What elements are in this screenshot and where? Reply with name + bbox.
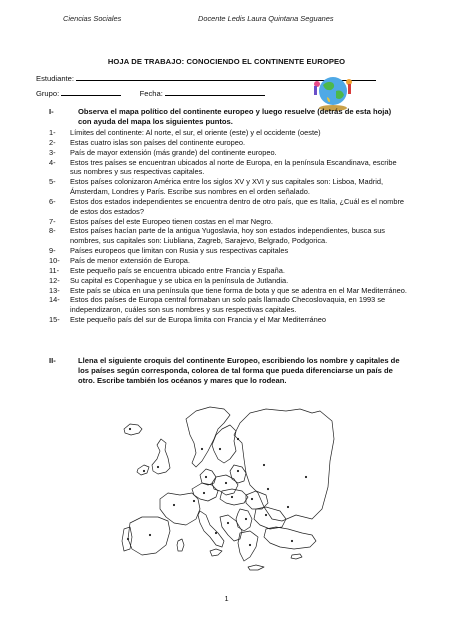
item-text: Países europeos que limitan con Rusia y sus respectivas capitales	[70, 246, 289, 256]
item-text: País de menor extensión de Europa.	[70, 255, 190, 265]
europe-outline-map	[116, 405, 342, 579]
item-text: Estas cuatro islas son países del continente europeo.	[70, 137, 246, 147]
date-blank	[165, 88, 265, 96]
item-text: País de mayor extensión (más grande) del continente europeo.	[70, 147, 277, 157]
item-text: Estos dos estados independientes se encuentra dentro de otro país, que es Italia, ¿Cuál es el nombre de estos dos estados?	[70, 196, 405, 216]
item-text: Este pequeño país del sur de Europa limita con Francia y el Mar Mediterráneo	[70, 315, 326, 325]
item-number: 15-	[49, 315, 60, 325]
section2-instruction: Llena el siguiente croquis del continente Europeo, escribiendo los nombre y capitales de los países según corresponda, colorea de tal forma que pueda diferenciarse un país de otro. Escribe también los océanos y mares que lo rodean.	[78, 356, 400, 385]
list-item	[49, 276, 409, 286]
list-item	[49, 177, 409, 197]
item-number: 12-	[49, 275, 60, 285]
item-number: 9-	[49, 246, 56, 256]
list-item	[49, 138, 409, 148]
list-item	[49, 295, 409, 315]
item-text: Estos países del este Europeo tienen costas en el mar Negro.	[70, 216, 273, 226]
list-item	[49, 246, 409, 256]
item-text: Este pequeño país se encuentra ubicado entre Francia y España.	[70, 265, 285, 275]
list-item	[49, 197, 409, 217]
item-number: 10-	[49, 255, 60, 265]
header-teacher: Docente Ledis Laura Quintana Seguanes	[198, 14, 334, 23]
page-title: HOJA DE TRABAJO: CONOCIENDO EL CONTINENTE EUROPEO	[107, 57, 346, 66]
item-number: 5-	[49, 177, 56, 187]
item-number: 13-	[49, 285, 60, 295]
item-number: 6-	[49, 196, 56, 206]
section1-label: I-	[49, 107, 54, 116]
list-item	[49, 266, 409, 276]
section1-instruction: Observa el mapa político del continente europeo y luego resuelve (detrás de esta hoja) con ayuda del mapa los siguientes puntos.	[78, 107, 392, 126]
item-number: 3-	[49, 147, 56, 157]
list-item	[49, 217, 409, 227]
page-number: 1	[224, 594, 229, 603]
list-item	[49, 286, 409, 296]
questions-list	[49, 128, 409, 325]
item-number: 4-	[49, 157, 56, 167]
item-text: Este país se ubica en una península que tiene forma de bota y que se adentra en el Mar Mediterráneo.	[70, 285, 407, 295]
item-number: 8-	[49, 226, 56, 236]
group-label: Grupo:	[36, 89, 60, 98]
list-item	[49, 226, 409, 246]
student-label: Estudiante:	[36, 74, 74, 83]
section2-label: II-	[49, 356, 56, 365]
item-number: 2-	[49, 137, 56, 147]
item-number: 1-	[49, 128, 56, 137]
date-label: Fecha:	[139, 89, 163, 98]
list-item	[49, 148, 409, 158]
globe-icon	[311, 72, 355, 112]
list-item	[49, 158, 409, 178]
item-text: Estos dos países de Europa central formaban un solo país llamado Checoslovaquia, en 1993 se independizaron, cuáles son sus nombres y sus respectivas capitales.	[70, 295, 386, 315]
item-text: Estos tres países se encuentran ubicados al norte de Europa, en la península Escandinava, escribe sus nombres y sus respectivas capitales.	[70, 157, 397, 177]
item-text: Límites del continente: Al norte, el sur, el oriente (este) y el occidente (oeste)	[70, 128, 321, 137]
list-item	[49, 256, 409, 266]
list-item	[49, 315, 409, 325]
item-text: Estos países hacían parte de la antigua Yugoslavia, hoy son estados independientes, busca sus nombres, sus capitales son: Liubliana, Zagreb, Sarajevo, Belgrado, Podgorica.	[70, 226, 386, 246]
item-number: 11-	[49, 265, 60, 275]
item-number: 14-	[49, 295, 60, 305]
group-date-field	[36, 88, 265, 98]
header-subject: Ciencias Sociales	[63, 14, 122, 23]
item-text: Su capital es Copenhague y se ubica en la península de Jutlandia.	[70, 275, 289, 285]
list-item	[49, 128, 409, 138]
item-text: Estos países colonizaron América entre los siglos XV y XVI y sus capitales son: Lisboa, Madrid, Ámsterdam, Londres y París. Escribe sus nombres en el orden señalado.	[70, 177, 384, 197]
group-blank	[61, 88, 121, 96]
item-number: 7-	[49, 216, 56, 226]
